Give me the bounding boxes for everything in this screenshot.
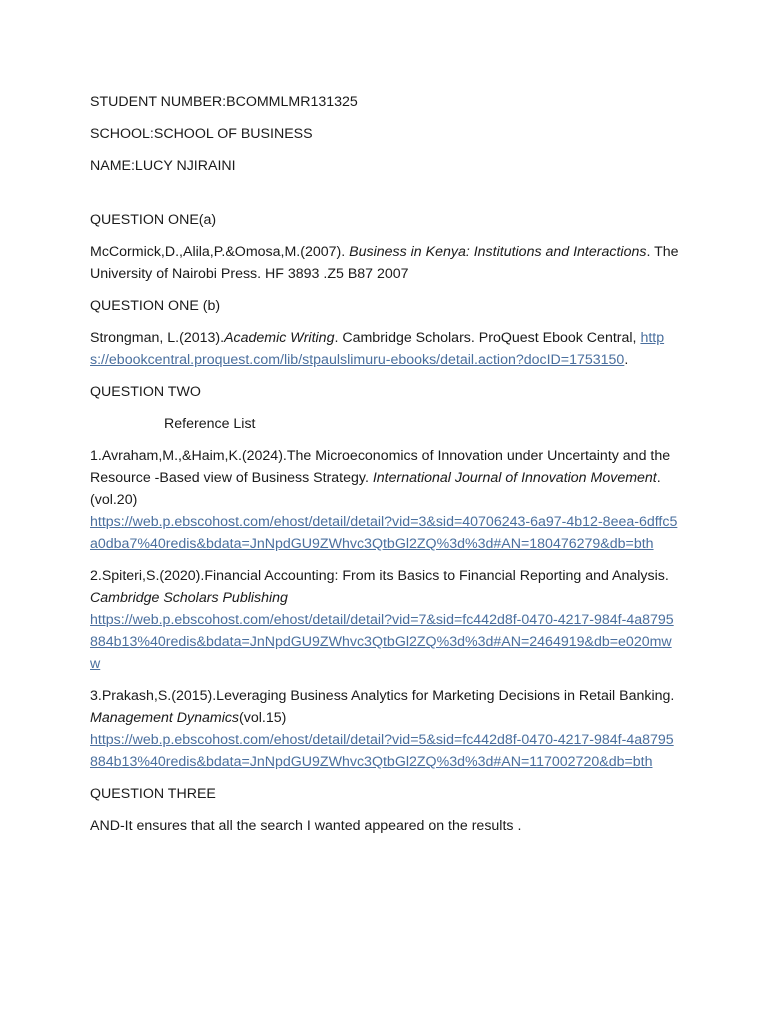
student-number: STUDENT NUMBER:BCOMMLMR131325 xyxy=(90,94,358,110)
reference-title: Cambridge Scholars Publishing xyxy=(90,590,288,606)
reference-list-title: Reference List xyxy=(164,416,256,432)
reference-item xyxy=(90,565,680,675)
reference-link[interactable]: https://web.p.ebscohost.com/ehost/detail/detail?vid=3&sid=40706243-6a97-4b12-8eea-6dffc5a0dba7%40redis&bdata=JnNpdGU9ZWhvc3QtbGl2ZQ%3d%3d#AN=180476279&db=bth xyxy=(90,514,678,552)
reference-text: Strongman, L.(2013). xyxy=(90,330,225,346)
reference-title: Academic Writing xyxy=(224,330,335,346)
reference-link[interactable]: https://ebookcentral.proquest.com/lib/stpaulslimuru-ebooks/detail.action?docID=1753150 xyxy=(90,330,665,368)
document-body xyxy=(90,91,680,847)
reference-title: Management Dynamics xyxy=(90,710,240,726)
question-one-a-reference xyxy=(90,241,680,285)
reference-text: 1.Avraham,M.,&Haim,K.(2024).The Microeconomics of Innovation under Uncertainty and the Resource -Based view of Business Strategy. xyxy=(90,448,671,486)
reference-link[interactable]: https://web.p.ebscohost.com/ehost/detail/detail?vid=7&sid=fc442d8f-0470-4217-984f-4a8795884b13%40redis&bdata=JnNpdGU9ZWhvc3QtbGl2ZQ%3d%3d#AN=2464919&db=e020mww xyxy=(90,612,674,672)
reference-text: 2.Spiteri,S.(2020).Financial Accounting: From its Basics to Financial Reporting and Analysis. xyxy=(90,568,669,584)
reference-text: (vol.15) xyxy=(239,710,287,726)
reference-text: 3.Prakash,S.(2015).Leveraging Business Analytics for Marketing Decisions in Retail Banking. xyxy=(90,688,675,704)
student-name: NAME:LUCY NJIRAINI xyxy=(90,158,236,174)
reference-text: McCormick,D.,Alila,P.&Omosa,M.(2007). xyxy=(90,244,350,260)
question-one-b-reference xyxy=(90,327,680,371)
reference-text: . xyxy=(624,352,629,368)
question-three-answer: AND-It ensures that all the search I wanted appeared on the results . xyxy=(90,818,522,834)
school-name: SCHOOL:SCHOOL OF BUSINESS xyxy=(90,126,313,142)
reference-title: Business in Kenya: Institutions and Interactions xyxy=(349,244,647,260)
reference-text: . The University of Nairobi Press. HF 3893 .Z5 B87 2007 xyxy=(90,244,679,282)
question-one-a-heading: QUESTION ONE(a) xyxy=(90,212,217,228)
reference-text: .(vol.20) xyxy=(90,470,661,508)
reference-item xyxy=(90,685,680,773)
question-three-heading: QUESTION THREE xyxy=(90,786,216,802)
reference-link[interactable]: https://web.p.ebscohost.com/ehost/detail/detail?vid=5&sid=fc442d8f-0470-4217-984f-4a8795884b13%40redis&bdata=JnNpdGU9ZWhvc3QtbGl2ZQ%3d%3d#AN=117002720&db=bth xyxy=(90,732,674,770)
reference-text: . Cambridge Scholars. ProQuest Ebook Central, xyxy=(334,330,641,346)
reference-title: International Journal of Innovation Movement xyxy=(372,470,657,486)
question-one-b-heading: QUESTION ONE (b) xyxy=(90,298,221,314)
question-two-heading: QUESTION TWO xyxy=(90,384,201,400)
reference-item xyxy=(90,445,680,555)
